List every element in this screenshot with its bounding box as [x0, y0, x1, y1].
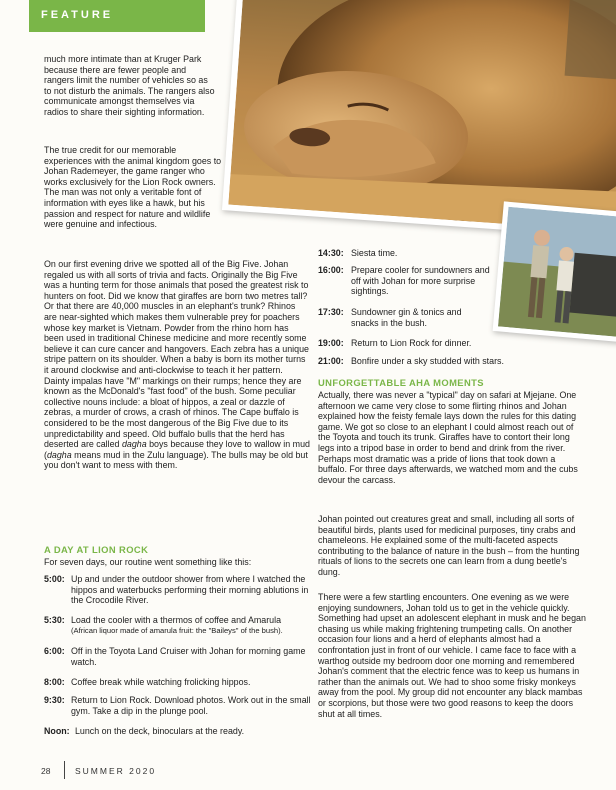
safari-people-photo — [493, 201, 616, 342]
schedule-text: Off in the Toyota Land Cruiser with Johan for morning game watch. — [71, 646, 306, 667]
big-five-text-end: means mud in the Zulu language). The bulls may be old but you don't want to mess with them. — [44, 449, 308, 471]
section-label: FEATURE — [41, 9, 114, 21]
schedule-item — [44, 574, 310, 608]
schedule-text: Return to Lion Rock. Download photos. Work out in the small gym. Take a dip in the plunge pool. — [71, 695, 311, 716]
schedule-item — [44, 726, 310, 738]
day-intro: For seven days, our routine went something like this: — [44, 557, 252, 567]
schedule-time: 19:00: — [318, 338, 344, 348]
footer-divider — [64, 761, 65, 779]
aha-paragraph-3: There were a few startling encounters. One evening as we were enjoying sundowners, Johan told us to get in the vehicle quickly. Something had upset an adolescent elephant in musk and he began chasing us while making frightening trumpeting calls. On another occasion four lions and a herd of elephants almost had a confrontation just in front of our vehicle. I came face to face with a warthog outside my bedroom door one morning and remembered Johan's comment that the electric fence was to keep us humans in rather than the animals out. We had to shoo some frisky monkeys away from the pool. My group did not encounter any black mambas or scorpions, but those were two good reasons to keep the doors shut at all times. — [318, 592, 586, 719]
schedule-text: Bonfire under a sky studded with stars. — [351, 356, 504, 366]
schedule-time: 9:30: — [44, 695, 65, 705]
schedule-item — [44, 615, 310, 639]
dagha-term-1: dagha — [121, 439, 147, 450]
schedule-item — [318, 248, 488, 260]
schedule-text: Load the cooler with a thermos of coffee and Amarula — [71, 615, 282, 625]
schedule-item — [318, 265, 493, 301]
schedule-time: 16:00: — [318, 265, 344, 275]
schedule-time: Noon: — [44, 726, 70, 736]
schedule-time: 14:30: — [318, 248, 344, 258]
schedule-item — [318, 307, 493, 331]
lion-photo — [222, 0, 616, 239]
issue-label: SUMMER 2020 — [75, 766, 157, 776]
schedule-time: 6:00: — [44, 646, 65, 656]
schedule-item — [44, 646, 310, 670]
schedule-time: 5:30: — [44, 615, 65, 625]
schedule-time: 21:00: — [318, 356, 344, 366]
intro-paragraph-1: much more intimate than at Kruger Park because there are fewer people and rangers limit the number of vehicles so as to not disturb the animals. The rangers also communicate amongst themselves via radios to share their sighting information. — [44, 54, 215, 117]
schedule-note: (African liquor made of amarula fruit: the "Baileys" of the bush). — [71, 626, 283, 635]
people-photo-image — [498, 207, 616, 337]
dagha-term-2: dagha — [46, 449, 72, 460]
heading-day-at-lion-rock: A DAY AT LION ROCK — [44, 544, 149, 555]
big-five-paragraph — [44, 259, 310, 471]
schedule-item — [44, 677, 310, 689]
section-banner — [29, 0, 205, 32]
big-five-text: On our first evening drive we spotted all of the Big Five. Johan regaled us with all sorts of trivia and facts. Originally the Big Five was a hunting term for those animals that posed the greatest risk to hunters on foot. Did we know that giraffes are born two metres tall? Or that there are 40,000 muscles in an elephant's trunk? Rhinos are near-sighted which makes them vulnerable prey for poachers whose key market is Vietnam. Powder from the rhino horn has been used in traditional Chinese medicine and more recently some believe it can cure cancer and hangovers. Each zebra has a unique stripe pattern on its shoulder. When a baby is born its mother turns it around clockwise and anti-clockwise to teach it her pattern. Dainty impalas have "M" markings on their rumps; hence they are known as the McDonald's "fast food" of the bush. Some peculiar collective nouns include: a bloat of hippos, a zeal or dazzle of zebras, a murder of crows, a crash of rhinos. The Cape buffalo is considered to be the most dangerous of the Big Five due to its unpredictability and speed. Old buffalo bulls that the herd has deserted are called — [44, 259, 309, 450]
page-number: 28 — [41, 766, 51, 776]
schedule-time: 17:30: — [318, 307, 344, 317]
schedule-text: Siesta time. — [351, 248, 398, 258]
intro-paragraph-2: The true credit for our memorable experiences with the animal kingdom goes to Johan Rademeyer, the game ranger who works exclusively for the Lion Rock owners. The man was not only a veritable font of information with eyes like a hawk, but his passion and respect for nature and wildlife were genuine and infectious. — [44, 145, 222, 230]
schedule-item — [318, 338, 498, 350]
schedule-time: 5:00: — [44, 574, 65, 584]
schedule-item — [44, 695, 310, 719]
schedule-text: Coffee break while watching frolicking hippos. — [71, 677, 251, 687]
big-five-text-mid: boys because they love to wallow in mud ( — [44, 439, 310, 460]
aha-paragraph-2: Johan pointed out creatures great and small, including all sorts of beautiful birds, plants used for medicinal purposes, tiny crabs and chameleons. He explained some of the multi-faceted aspects contributing to the balance of nature in the bush – from the hunting rituals of lions to the secrets one can learn from a dung beetle's dung. — [318, 514, 580, 577]
schedule-text: Lunch on the deck, binoculars at the ready. — [75, 726, 245, 736]
schedule-item — [318, 356, 578, 368]
lion-photo-image — [228, 0, 616, 233]
schedule-text: Return to Lion Rock for dinner. — [351, 338, 472, 348]
heading-aha-moments: UNFORGETTABLE AHA MOMENTS — [318, 377, 484, 388]
schedule-text: Prepare cooler for sundowners and off with Johan for more surprise sightings. — [351, 265, 490, 297]
aha-paragraph-1: Actually, there was never a "typical" day on safari at Mjejane. One afternoon we came very close to some flirting rhinos and Johan explained how the feisty female lays down the rules for this dating game. We got so close to an elephant I could almost reach out of the Toyota and touch its trunk. Giraffes have to contort their long legs into a tripod base in order to bend and drink from the river. Perhaps most dramatic was a pride of lions that took down a buffalo. For three days afterwards, we watched mom and the cubs devour the carcass. — [318, 390, 578, 485]
schedule-text: Up and under the outdoor shower from where I watched the hippos and waterbucks performing their morning ablutions in the Crocodile River. — [71, 574, 309, 606]
schedule-time: 8:00: — [44, 677, 65, 687]
schedule-text: Sundowner gin & tonics and snacks in the bush. — [351, 307, 462, 328]
